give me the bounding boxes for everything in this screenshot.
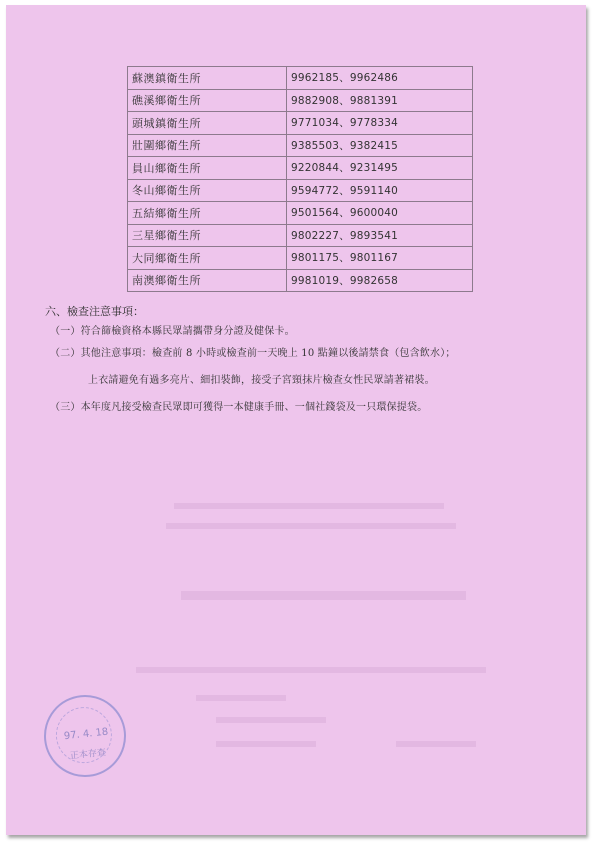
clinic-name: 大同鄉衛生所 [128, 247, 287, 270]
clinic-phone: 9771034、9778334 [287, 112, 473, 135]
clinic-phone: 9801175、9801167 [287, 247, 473, 270]
bleed-through-line [166, 523, 456, 529]
clinic-name: 頭城鎮衛生所 [128, 112, 287, 135]
note-item-2-continued: 上衣請避免有過多亮片、細扣裝飾，接受子宮頸抹片檢查女性民眾請著裙裝。 [88, 375, 435, 386]
document-page [6, 5, 586, 835]
bleed-through-line [174, 503, 444, 509]
bleed-through-line [196, 695, 286, 701]
note-item-3: （三）本年度凡接受檢查民眾即可獲得一本健康手冊、一個社錢袋及一只環保提袋。 [50, 402, 428, 413]
table-row [128, 247, 473, 270]
table-row [128, 134, 473, 157]
clinic-name: 五結鄉衛生所 [128, 202, 287, 225]
clinic-phone: 9220844、9231495 [287, 157, 473, 180]
clinic-name: 三星鄉衛生所 [128, 224, 287, 247]
note-item-1: （一）符合篩檢資格本縣民眾請攜帶身分證及健保卡。 [50, 326, 295, 337]
bleed-through-line [216, 717, 326, 723]
clinic-name: 壯圍鄉衛生所 [128, 134, 287, 157]
table-row [128, 67, 473, 90]
stamp-label: 正本存查 [69, 747, 107, 762]
clinic-name: 員山鄉衛生所 [128, 157, 287, 180]
clinic-phone: 9981019、9982658 [287, 269, 473, 292]
clinic-phone: 9962185、9962486 [287, 67, 473, 90]
stamp-date: 97. 4. 18 [63, 726, 109, 743]
table-row [128, 89, 473, 112]
clinic-phone: 9802227、9893541 [287, 224, 473, 247]
bleed-through-line [136, 667, 486, 673]
clinic-name: 礁溪鄉衛生所 [128, 89, 287, 112]
table-row [128, 112, 473, 135]
bleed-through-line [216, 741, 316, 747]
received-stamp [40, 691, 130, 781]
bleed-through-line [181, 591, 466, 600]
clinic-phone: 9594772、9591140 [287, 179, 473, 202]
clinic-name: 蘇澳鎮衛生所 [128, 67, 287, 90]
clinic-phone-table [127, 66, 473, 292]
clinic-name: 南澳鄉衛生所 [128, 269, 287, 292]
section-heading: 六、檢查注意事項： [45, 305, 144, 318]
clinic-phone: 9385503、9382415 [287, 134, 473, 157]
clinic-phone: 9501564、9600040 [287, 202, 473, 225]
bleed-through-line [396, 741, 476, 747]
table-row [128, 224, 473, 247]
clinic-phone: 9882908、9881391 [287, 89, 473, 112]
clinic-name: 冬山鄉衛生所 [128, 179, 287, 202]
note-item-2: （二）其他注意事項：檢查前 8 小時或檢查前一天晚上 10 點鐘以後請禁食（包含飲水）； [50, 348, 456, 359]
table-row [128, 157, 473, 180]
table-row [128, 202, 473, 225]
table-row [128, 269, 473, 292]
table-row [128, 179, 473, 202]
